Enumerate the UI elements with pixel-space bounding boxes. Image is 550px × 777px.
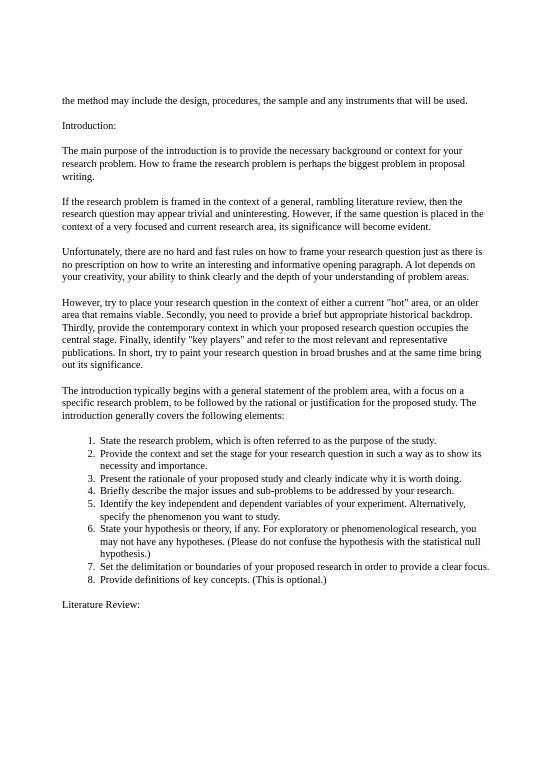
list-item: 6. State your hypothesis or theory, if any. For exploratory or phenomenological research, you may not have any hypotheses. (Please do not confuse the hypothesis with the statistical null hypothesis.)	[98, 524, 494, 562]
intro-paragraph-purpose: The main purpose of the introduction is to provide the necessary background or context for your research problem. How to frame the research problem is perhaps the biggest problem in proposal writing.	[62, 146, 466, 183]
list-item: 1. State the research problem, which is often referred to as the purpose of the study.	[98, 436, 494, 449]
list-item: 5. Identify the key independent and dependent variables of your experiment. Alternatively, specify the phenomenon you want to study.	[98, 499, 494, 524]
literature-review-heading: Literature Review:	[62, 599, 141, 611]
list-item: 2. Provide the context and set the stage for your research question in such a way as to show its necessity and importance.	[98, 449, 494, 474]
list-item: 7. Set the delimitation or boundaries of your proposed research in order to provide a clear focus.	[98, 562, 494, 575]
introduction-heading: Introduction:	[62, 121, 117, 133]
list-item: 8. Provide definitions of key concepts. (This is optional.)	[98, 575, 494, 588]
introduction-elements-list	[62, 436, 494, 587]
intro-paragraph-no-rules: Unfortunately, there are no hard and fast rules on how to frame your research question just as there is no prescription on how to write an interesting and informative opening paragraph. A lot depends on your creativity, your ability to think clearly and the depth of your understanding of problem areas.	[62, 247, 483, 284]
intro-paragraph-context: However, try to place your research question in the context of either a current "hot" area, or an older area that remains viable. Secondly, you need to provide a brief but appropriate historical backdrop. Thirdly, provide the contemporary context in which your proposed research question occupies the central stage. Finally, identify "key players" and refer to the most relevant and representative publications. In short, try to paint your research question in broad brushes and at the same time bring out its significance.	[62, 297, 482, 372]
intro-paragraph-elements: The introduction typically begins with a general statement of the problem area, with a focus on a specific research problem, to be followed by the rational or justification for the proposed study. The introduction generally covers the following elements:	[62, 385, 477, 422]
document-page	[62, 96, 494, 625]
list-item: 3. Present the rationale of your proposed study and clearly indicate why it is worth doing.	[98, 474, 494, 487]
list-item: 4. Briefly describe the major issues and sub-problems to be addressed by your research.	[98, 486, 494, 499]
intro-paragraph-framing: If the research problem is framed in the context of a general, rambling literature review, then the research question may appear trivial and uninteresting. However, if the same question is placed in the context of a very focused and current research area, its significance will become evident.	[62, 196, 484, 233]
continued-paragraph: the method may include the design, procedures, the sample and any instruments that will be used.	[62, 96, 468, 107]
